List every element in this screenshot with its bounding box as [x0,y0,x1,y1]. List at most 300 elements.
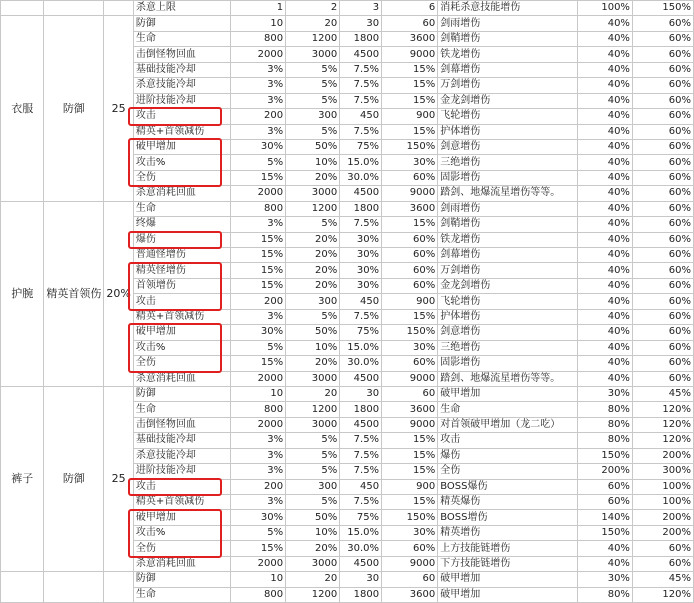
percent-cell[interactable]: 40% [577,217,632,232]
percent-cell[interactable]: 120% [632,417,693,432]
stat-cell[interactable]: 杀意上限 [133,1,230,16]
value-cell[interactable]: 2000 [231,556,286,571]
value-cell[interactable]: 75% [340,510,382,525]
value-cell[interactable]: 300 [286,109,340,124]
percent-cell[interactable]: 80% [577,433,632,448]
bonus-cell[interactable]: 铁龙增伤 [438,47,577,62]
percent-cell[interactable]: 80% [577,417,632,432]
value-cell[interactable]: 4500 [340,371,382,386]
value-cell[interactable]: 50% [286,139,340,154]
stat-cell[interactable]: 精英+首领减伤 [133,309,230,324]
value-cell[interactable]: 3% [231,448,286,463]
stat-cell[interactable]: 杀意消耗回血 [133,556,230,571]
value-cell[interactable]: 15% [231,278,286,293]
bonus-cell[interactable]: 破甲增加 [438,386,577,401]
percent-cell[interactable]: 60% [632,93,693,108]
bonus-cell[interactable]: 踏剑、地爆流星增伤等等。 [438,371,577,386]
value-cell[interactable]: 15% [382,309,438,324]
stat-cell[interactable]: 终爆 [133,217,230,232]
value-cell[interactable]: 15% [382,495,438,510]
value-cell[interactable]: 15% [382,62,438,77]
value-cell[interactable]: 3000 [286,371,340,386]
level-cell[interactable]: 25 [104,386,133,571]
value-cell[interactable]: 15% [231,263,286,278]
value-cell[interactable]: 1200 [286,402,340,417]
percent-cell[interactable]: 40% [577,371,632,386]
value-cell[interactable]: 2000 [231,186,286,201]
value-cell[interactable]: 7.5% [340,217,382,232]
percent-cell[interactable]: 40% [577,139,632,154]
value-cell[interactable]: 15% [382,448,438,463]
percent-cell[interactable]: 120% [632,402,693,417]
value-cell[interactable]: 900 [382,479,438,494]
value-cell[interactable]: 3% [231,93,286,108]
value-cell[interactable]: 800 [231,201,286,216]
value-cell[interactable]: 5% [286,62,340,77]
stat-cell[interactable]: 普通怪增伤 [133,248,230,263]
value-cell[interactable]: 20% [286,232,340,247]
value-cell[interactable]: 60% [382,263,438,278]
percent-cell[interactable]: 40% [577,232,632,247]
percent-cell[interactable]: 40% [577,309,632,324]
value-cell[interactable]: 3% [231,433,286,448]
stat-cell[interactable]: 杀意消耗回血 [133,186,230,201]
value-cell[interactable]: 30% [382,155,438,170]
value-cell[interactable]: 15.0% [340,340,382,355]
stat-cell[interactable]: 攻击% [133,525,230,540]
bonus-cell[interactable]: 剑幕增伤 [438,62,577,77]
value-cell[interactable]: 3 [340,1,382,16]
value-cell[interactable]: 20% [286,248,340,263]
value-cell[interactable]: 9000 [382,371,438,386]
percent-cell[interactable]: 40% [577,340,632,355]
value-cell[interactable]: 20 [286,16,340,31]
value-cell[interactable]: 1 [231,1,286,16]
stat-cell[interactable]: 破甲增加 [133,139,230,154]
stat-cell[interactable]: 破甲增加 [133,510,230,525]
value-cell[interactable]: 1800 [340,201,382,216]
value-cell[interactable]: 1200 [286,201,340,216]
stat-cell[interactable]: 攻击 [133,294,230,309]
percent-cell[interactable]: 60% [632,371,693,386]
value-cell[interactable]: 3600 [382,31,438,46]
value-cell[interactable]: 15.0% [340,525,382,540]
value-cell[interactable]: 1800 [340,402,382,417]
stat-cell[interactable]: 防御 [133,386,230,401]
value-cell[interactable]: 1200 [286,587,340,602]
value-cell[interactable]: 150% [382,139,438,154]
value-cell[interactable]: 5% [286,448,340,463]
value-cell[interactable]: 50% [286,510,340,525]
value-cell[interactable]: 900 [382,109,438,124]
value-cell[interactable]: 3000 [286,186,340,201]
value-cell[interactable]: 9000 [382,186,438,201]
value-cell[interactable]: 800 [231,31,286,46]
percent-cell[interactable]: 300% [632,464,693,479]
value-cell[interactable]: 30% [231,139,286,154]
percent-cell[interactable]: 150% [577,448,632,463]
value-cell[interactable]: 7.5% [340,464,382,479]
bonus-cell[interactable]: 全伤 [438,464,577,479]
type-cell[interactable]: 防御 [44,16,104,201]
bonus-cell[interactable]: 精英增伤 [438,525,577,540]
value-cell[interactable]: 30 [340,16,382,31]
value-cell[interactable]: 3% [231,464,286,479]
percent-cell[interactable]: 200% [632,448,693,463]
value-cell[interactable]: 10% [286,340,340,355]
item-cell[interactable]: 护腕 [1,201,44,386]
value-cell[interactable]: 5% [231,525,286,540]
stat-cell[interactable]: 生命 [133,31,230,46]
percent-cell[interactable]: 60% [577,479,632,494]
percent-cell[interactable]: 40% [577,93,632,108]
bonus-cell[interactable]: 万剑增伤 [438,263,577,278]
bonus-cell[interactable]: 踏剑、地爆流星增伤等等。 [438,186,577,201]
bonus-cell[interactable]: 万剑增伤 [438,78,577,93]
value-cell[interactable]: 5% [286,495,340,510]
value-cell[interactable]: 15.0% [340,155,382,170]
value-cell[interactable]: 75% [340,139,382,154]
value-cell[interactable]: 60% [382,541,438,556]
stat-cell[interactable]: 基础技能冷却 [133,62,230,77]
percent-cell[interactable]: 60% [577,495,632,510]
value-cell[interactable]: 3600 [382,201,438,216]
percent-cell[interactable]: 60% [632,294,693,309]
value-cell[interactable]: 200 [231,479,286,494]
value-cell[interactable]: 10 [231,386,286,401]
stat-cell[interactable]: 爆伤 [133,232,230,247]
percent-cell[interactable]: 40% [577,248,632,263]
value-cell[interactable]: 800 [231,402,286,417]
value-cell[interactable]: 30 [340,386,382,401]
value-cell[interactable]: 4500 [340,47,382,62]
value-cell[interactable]: 20% [286,541,340,556]
bonus-cell[interactable]: 三绝增伤 [438,155,577,170]
value-cell[interactable]: 5% [286,78,340,93]
value-cell[interactable]: 30% [231,510,286,525]
percent-cell[interactable]: 120% [632,433,693,448]
bonus-cell[interactable]: BOSS增伤 [438,510,577,525]
bonus-cell[interactable]: 对首领破甲增加（龙二吃） [438,417,577,432]
value-cell[interactable]: 800 [231,587,286,602]
value-cell[interactable]: 30% [231,325,286,340]
percent-cell[interactable]: 60% [632,78,693,93]
percent-cell[interactable]: 40% [577,541,632,556]
value-cell[interactable]: 300 [286,294,340,309]
value-cell[interactable]: 9000 [382,47,438,62]
stat-cell[interactable]: 攻击% [133,340,230,355]
percent-cell[interactable]: 60% [632,124,693,139]
type-cell[interactable] [44,572,104,603]
percent-cell[interactable]: 40% [577,186,632,201]
bonus-cell[interactable]: 剑雨增伤 [438,201,577,216]
value-cell[interactable]: 60% [382,232,438,247]
value-cell[interactable]: 2000 [231,417,286,432]
percent-cell[interactable]: 40% [577,62,632,77]
value-cell[interactable]: 15% [382,78,438,93]
value-cell[interactable]: 7.5% [340,78,382,93]
value-cell[interactable]: 30.0% [340,170,382,185]
percent-cell[interactable]: 60% [632,340,693,355]
value-cell[interactable]: 3% [231,309,286,324]
bonus-cell[interactable]: 破甲增加 [438,587,577,602]
value-cell[interactable]: 30.0% [340,356,382,371]
value-cell[interactable]: 450 [340,294,382,309]
percent-cell[interactable]: 60% [632,217,693,232]
stat-cell[interactable]: 杀意消耗回血 [133,371,230,386]
value-cell[interactable]: 20% [286,170,340,185]
percent-cell[interactable]: 60% [632,16,693,31]
value-cell[interactable]: 75% [340,325,382,340]
value-cell[interactable]: 450 [340,479,382,494]
value-cell[interactable]: 30 [340,572,382,587]
item-cell[interactable]: 衣服 [1,16,44,201]
percent-cell[interactable]: 150% [632,1,693,16]
value-cell[interactable]: 200 [231,109,286,124]
value-cell[interactable]: 60 [382,386,438,401]
value-cell[interactable]: 2000 [231,47,286,62]
percent-cell[interactable]: 40% [577,263,632,278]
stat-cell[interactable]: 精英+首领减伤 [133,495,230,510]
value-cell[interactable]: 6 [382,1,438,16]
stat-cell[interactable]: 防御 [133,572,230,587]
stat-cell[interactable]: 杀意技能冷却 [133,448,230,463]
value-cell[interactable]: 15% [231,356,286,371]
value-cell[interactable]: 3000 [286,417,340,432]
bonus-cell[interactable]: 三绝增伤 [438,340,577,355]
value-cell[interactable]: 15% [231,232,286,247]
value-cell[interactable]: 60% [382,170,438,185]
percent-cell[interactable]: 60% [632,556,693,571]
stat-cell[interactable]: 生命 [133,402,230,417]
bonus-cell[interactable]: 爆伤 [438,448,577,463]
percent-cell[interactable]: 60% [632,325,693,340]
value-cell[interactable]: 30% [382,525,438,540]
percent-cell[interactable]: 150% [577,525,632,540]
stat-cell[interactable]: 进阶技能冷却 [133,464,230,479]
stat-cell[interactable]: 全伤 [133,356,230,371]
value-cell[interactable]: 30% [340,278,382,293]
bonus-cell[interactable]: 精英爆伤 [438,495,577,510]
percent-cell[interactable]: 45% [632,386,693,401]
percent-cell[interactable]: 100% [632,495,693,510]
value-cell[interactable]: 4500 [340,417,382,432]
value-cell[interactable]: 50% [286,325,340,340]
bonus-cell[interactable]: 剑雨增伤 [438,16,577,31]
bonus-cell[interactable]: 护体增伤 [438,309,577,324]
percent-cell[interactable]: 40% [577,31,632,46]
bonus-cell[interactable]: 剑鞘增伤 [438,217,577,232]
bonus-cell[interactable]: 金龙剑增伤 [438,278,577,293]
percent-cell[interactable]: 40% [577,556,632,571]
percent-cell[interactable]: 120% [632,587,693,602]
percent-cell[interactable]: 60% [632,186,693,201]
value-cell[interactable]: 300 [286,479,340,494]
percent-cell[interactable]: 60% [632,541,693,556]
stat-cell[interactable]: 生命 [133,587,230,602]
stat-cell[interactable]: 攻击 [133,109,230,124]
bonus-cell[interactable]: 剑意增伤 [438,325,577,340]
value-cell[interactable]: 2000 [231,371,286,386]
bonus-cell[interactable]: 攻击 [438,433,577,448]
value-cell[interactable]: 3000 [286,47,340,62]
value-cell[interactable]: 20% [286,278,340,293]
value-cell[interactable]: 60% [382,356,438,371]
value-cell[interactable]: 3000 [286,556,340,571]
value-cell[interactable]: 7.5% [340,124,382,139]
value-cell[interactable]: 5% [286,217,340,232]
value-cell[interactable]: 3600 [382,587,438,602]
value-cell[interactable]: 3% [231,495,286,510]
value-cell[interactable]: 5% [286,433,340,448]
stat-cell[interactable]: 基础技能冷却 [133,433,230,448]
value-cell[interactable]: 4500 [340,556,382,571]
value-cell[interactable]: 30% [340,232,382,247]
value-cell[interactable]: 3600 [382,402,438,417]
value-cell[interactable]: 60 [382,16,438,31]
stat-cell[interactable]: 击倒怪物回血 [133,47,230,62]
percent-cell[interactable]: 200% [632,510,693,525]
empty-cell[interactable] [1,1,44,16]
value-cell[interactable]: 10 [231,16,286,31]
value-cell[interactable]: 60% [382,278,438,293]
value-cell[interactable]: 15% [382,464,438,479]
bonus-cell[interactable]: 上方技能链增伤 [438,541,577,556]
type-cell[interactable]: 精英首领伤 [44,201,104,386]
value-cell[interactable]: 7.5% [340,309,382,324]
stat-cell[interactable]: 破甲增加 [133,325,230,340]
value-cell[interactable]: 5% [286,309,340,324]
level-cell[interactable]: 20% [104,201,133,386]
value-cell[interactable]: 10 [231,572,286,587]
value-cell[interactable]: 30% [340,263,382,278]
bonus-cell[interactable]: 飞轮增伤 [438,294,577,309]
value-cell[interactable]: 3% [231,217,286,232]
bonus-cell[interactable]: 生命 [438,402,577,417]
value-cell[interactable]: 20% [286,263,340,278]
bonus-cell[interactable]: 铁龙增伤 [438,232,577,247]
value-cell[interactable]: 150% [382,510,438,525]
stat-cell[interactable]: 精英+首领减伤 [133,124,230,139]
empty-cell[interactable] [104,1,133,16]
value-cell[interactable]: 7.5% [340,433,382,448]
bonus-cell[interactable]: 固影增伤 [438,170,577,185]
value-cell[interactable]: 3% [231,124,286,139]
percent-cell[interactable]: 60% [632,232,693,247]
value-cell[interactable]: 15% [382,93,438,108]
stat-cell[interactable]: 全伤 [133,541,230,556]
value-cell[interactable]: 7.5% [340,62,382,77]
value-cell[interactable]: 1800 [340,587,382,602]
percent-cell[interactable]: 40% [577,78,632,93]
value-cell[interactable]: 5% [286,124,340,139]
percent-cell[interactable]: 200% [632,525,693,540]
stat-cell[interactable]: 防御 [133,16,230,31]
stat-cell[interactable]: 攻击% [133,155,230,170]
bonus-cell[interactable]: 飞轮增伤 [438,109,577,124]
value-cell[interactable]: 30.0% [340,541,382,556]
percent-cell[interactable]: 45% [632,572,693,587]
stat-cell[interactable]: 攻击 [133,479,230,494]
percent-cell[interactable]: 60% [632,263,693,278]
value-cell[interactable]: 7.5% [340,495,382,510]
value-cell[interactable]: 60% [382,248,438,263]
bonus-cell[interactable]: 消耗杀意技能增伤 [438,1,577,16]
percent-cell[interactable]: 60% [632,47,693,62]
level-cell[interactable]: 25 [104,16,133,201]
percent-cell[interactable]: 60% [632,248,693,263]
bonus-cell[interactable]: 剑幕增伤 [438,248,577,263]
stat-cell[interactable]: 全伤 [133,170,230,185]
percent-cell[interactable]: 60% [632,31,693,46]
value-cell[interactable]: 60 [382,572,438,587]
percent-cell[interactable]: 30% [577,386,632,401]
percent-cell[interactable]: 40% [577,16,632,31]
percent-cell[interactable]: 40% [577,170,632,185]
bonus-cell[interactable]: 剑意增伤 [438,139,577,154]
percent-cell[interactable]: 60% [632,170,693,185]
percent-cell[interactable]: 60% [632,278,693,293]
percent-cell[interactable]: 40% [577,201,632,216]
percent-cell[interactable]: 30% [577,572,632,587]
percent-cell[interactable]: 60% [632,201,693,216]
bonus-cell[interactable]: 金龙剑增伤 [438,93,577,108]
value-cell[interactable]: 9000 [382,417,438,432]
percent-cell[interactable]: 40% [577,124,632,139]
value-cell[interactable]: 30% [382,340,438,355]
percent-cell[interactable]: 40% [577,109,632,124]
value-cell[interactable]: 20 [286,386,340,401]
value-cell[interactable]: 1200 [286,31,340,46]
value-cell[interactable]: 450 [340,109,382,124]
percent-cell[interactable]: 80% [577,587,632,602]
bonus-cell[interactable]: 下方技能链增伤 [438,556,577,571]
bonus-cell[interactable]: 护体增伤 [438,124,577,139]
percent-cell[interactable]: 40% [577,294,632,309]
percent-cell[interactable]: 60% [632,109,693,124]
value-cell[interactable]: 15% [231,248,286,263]
percent-cell[interactable]: 80% [577,402,632,417]
percent-cell[interactable]: 40% [577,47,632,62]
value-cell[interactable]: 20% [286,356,340,371]
item-cell[interactable] [1,572,44,603]
value-cell[interactable]: 200 [231,294,286,309]
value-cell[interactable]: 4500 [340,186,382,201]
value-cell[interactable]: 2 [286,1,340,16]
value-cell[interactable]: 15% [231,541,286,556]
percent-cell[interactable]: 40% [577,155,632,170]
percent-cell[interactable]: 60% [632,155,693,170]
value-cell[interactable]: 10% [286,525,340,540]
value-cell[interactable]: 5% [286,464,340,479]
value-cell[interactable]: 15% [382,124,438,139]
value-cell[interactable]: 3% [231,78,286,93]
value-cell[interactable]: 30% [340,248,382,263]
value-cell[interactable]: 7.5% [340,93,382,108]
percent-cell[interactable]: 40% [577,356,632,371]
bonus-cell[interactable]: 固影增伤 [438,356,577,371]
stat-cell[interactable]: 杀意技能冷却 [133,78,230,93]
value-cell[interactable]: 900 [382,294,438,309]
value-cell[interactable]: 5% [286,93,340,108]
value-cell[interactable]: 7.5% [340,448,382,463]
value-cell[interactable]: 15% [382,433,438,448]
stat-cell[interactable]: 进阶技能冷却 [133,93,230,108]
bonus-cell[interactable]: BOSS爆伤 [438,479,577,494]
value-cell[interactable]: 5% [231,340,286,355]
percent-cell[interactable]: 60% [632,356,693,371]
percent-cell[interactable]: 140% [577,510,632,525]
